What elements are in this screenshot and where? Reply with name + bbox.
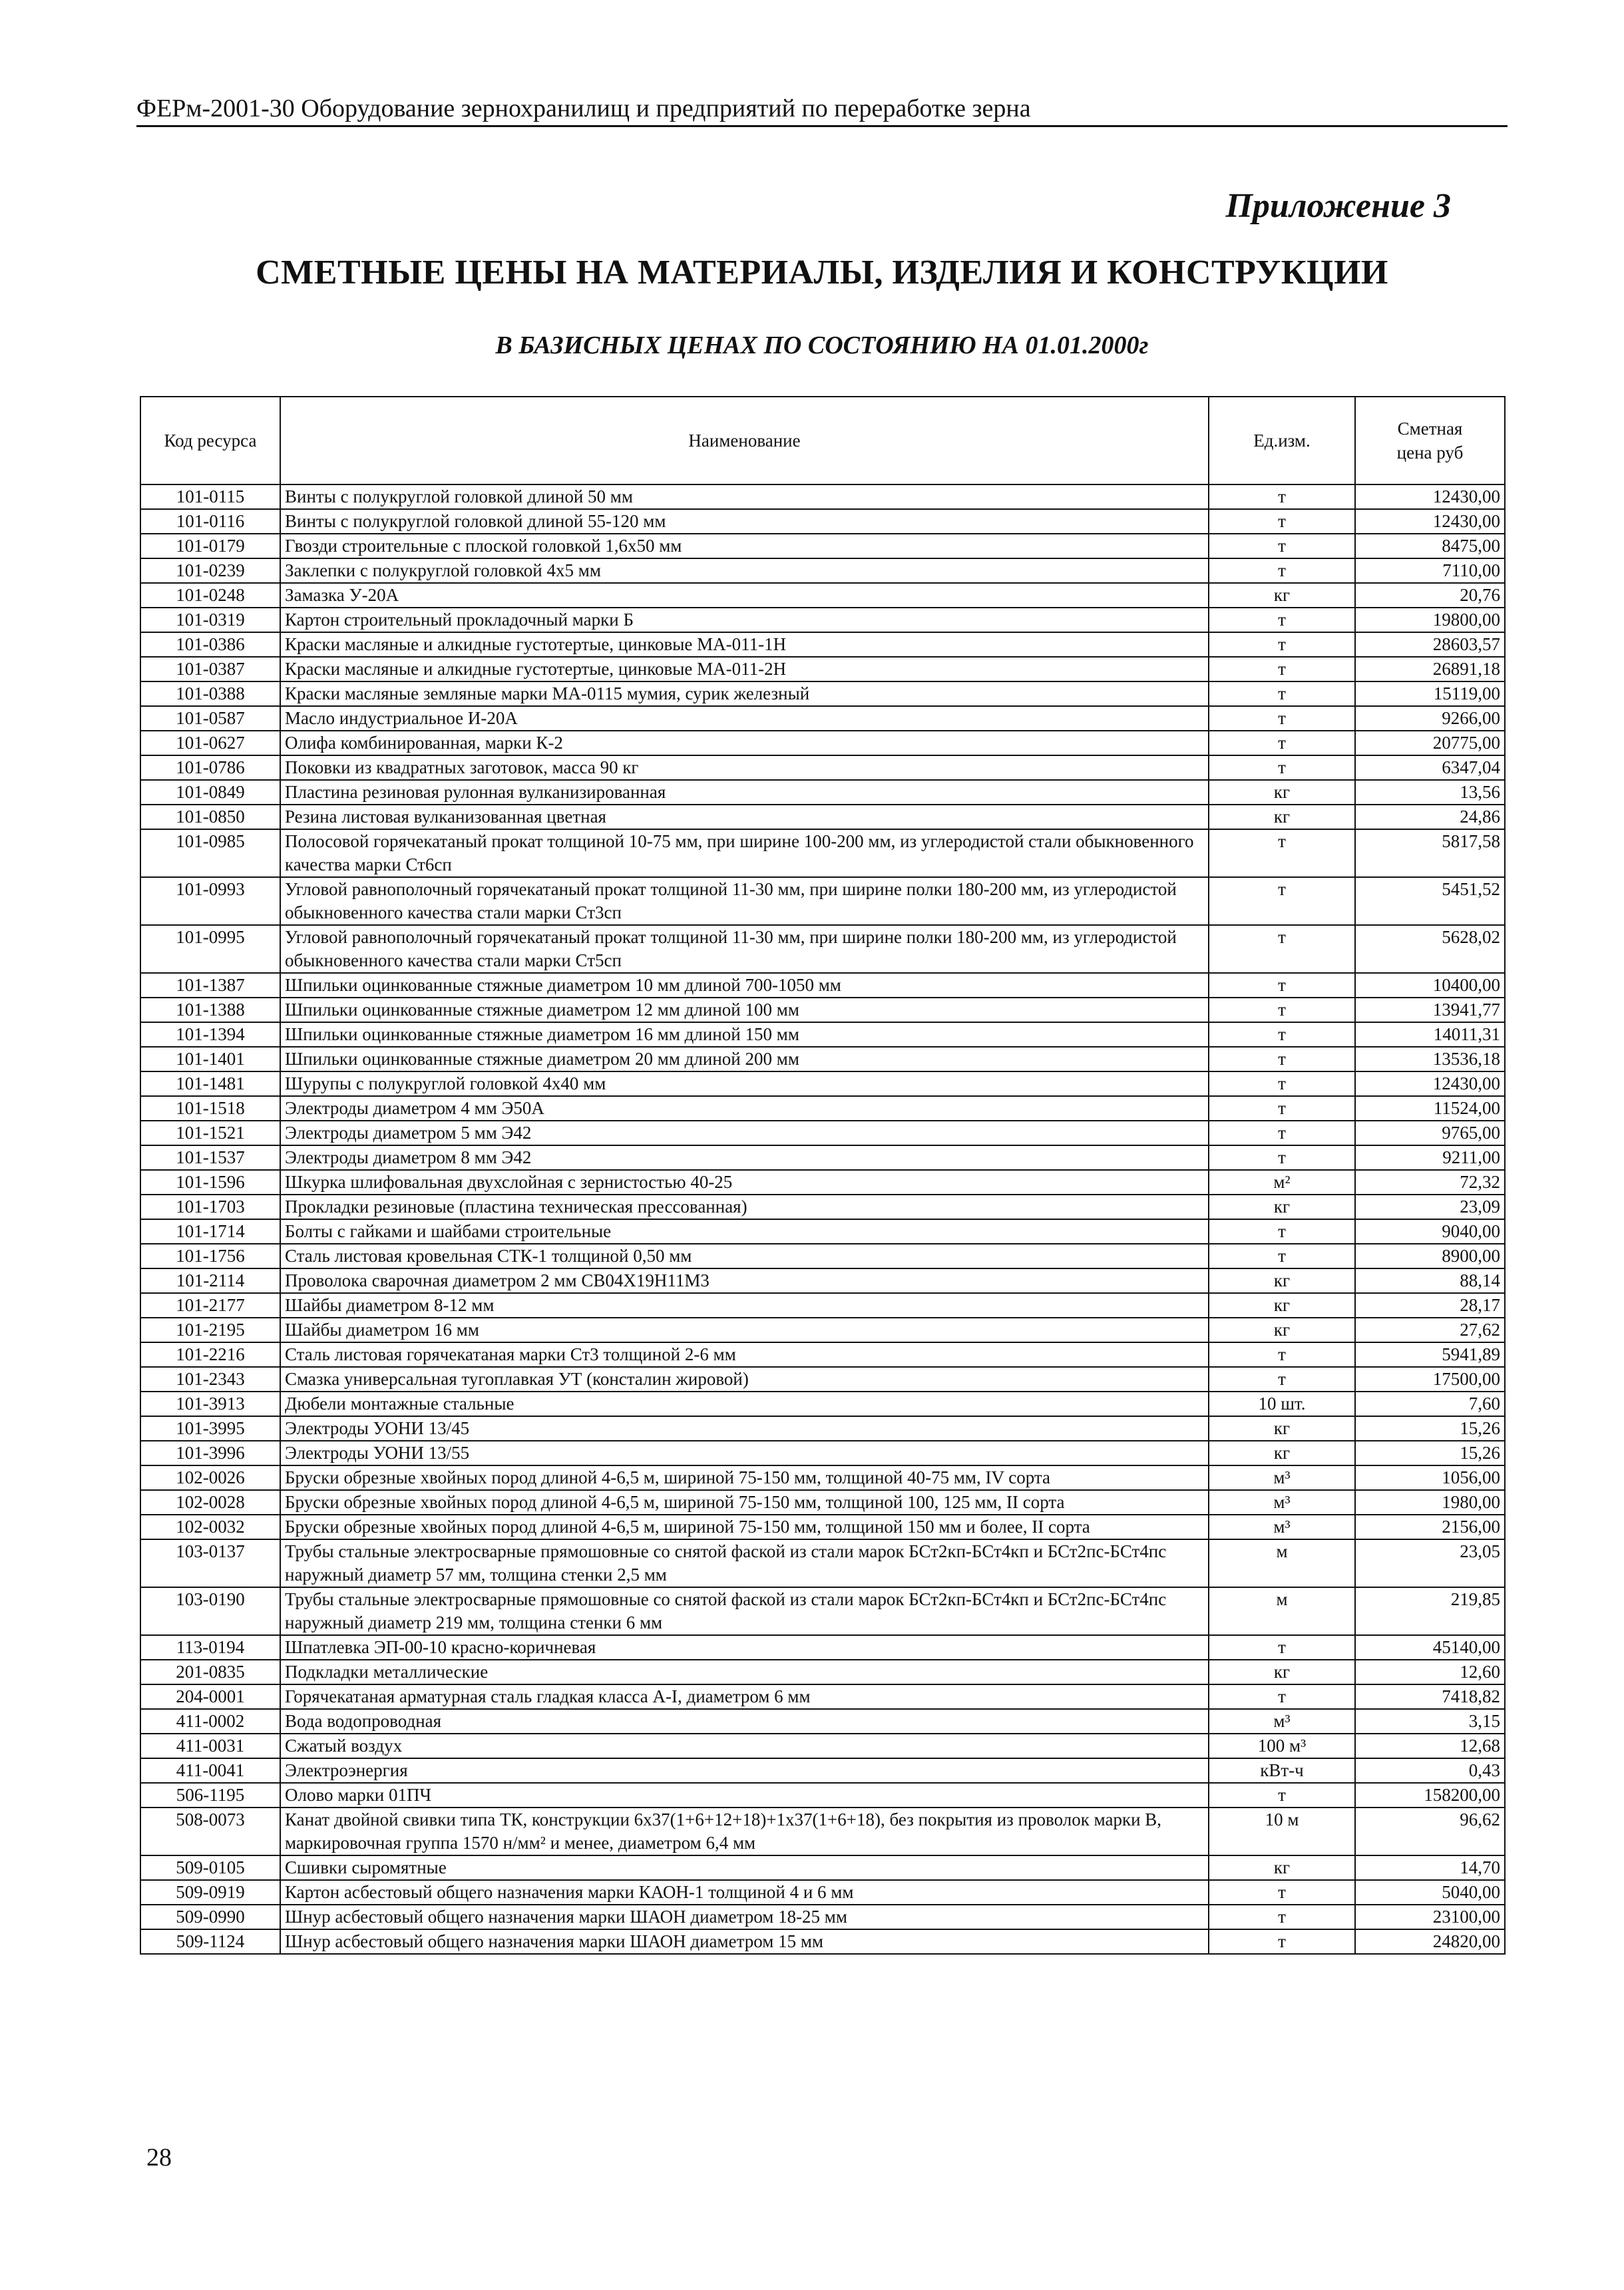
cell-unit: т [1209,681,1355,706]
cell-name: Проволока сварочная диаметром 2 мм СВ04Х19Н11М3 [280,1268,1209,1293]
cell-code: 101-1518 [140,1096,280,1121]
cell-name: Электроды диаметром 5 мм Э42 [280,1121,1209,1145]
cell-code: 101-0248 [140,583,280,608]
cell-unit: кг [1209,1195,1355,1219]
table-row [140,805,1505,829]
cell-code: 101-2114 [140,1268,280,1293]
cell-name: Горячекатаная арматурная сталь гладкая класса А-I, диаметром 6 мм [280,1684,1209,1709]
cell-code: 509-0919 [140,1880,280,1905]
cell-name: Краски масляные и алкидные густотертые, цинковые МА-011-2Н [280,657,1209,681]
table-row [140,1929,1505,1954]
cell-unit: кг [1209,780,1355,805]
cell-unit: кг [1209,1268,1355,1293]
cell-unit: т [1209,558,1355,583]
cell-name: Пластина резиновая рулонная вулканизированная [280,780,1209,805]
cell-unit: т [1209,534,1355,558]
cell-unit: кг [1209,1318,1355,1342]
cell-code: 101-0115 [140,484,280,509]
table-row [140,1783,1505,1808]
cell-unit: т [1209,1929,1355,1954]
cell-code: 103-0190 [140,1587,280,1635]
table-row [140,1905,1505,1929]
cell-code: 101-3995 [140,1416,280,1441]
cell-name: Болты с гайками и шайбами строительные [280,1219,1209,1244]
cell-code: 204-0001 [140,1684,280,1709]
cell-name: Трубы стальные электросварные прямошовные со снятой фаской из стали марок БСт2кп-БСт4кп и БСт2пс-БСт4пс наружный диаметр 57 мм, толщина стенки 2,5 мм [280,1539,1209,1587]
table-row [140,1441,1505,1465]
cell-price: 5040,00 [1355,1880,1505,1905]
cell-price: 17500,00 [1355,1367,1505,1392]
cell-code: 102-0032 [140,1515,280,1539]
table-row [140,632,1505,657]
cell-name: Шпильки оцинкованные стяжные диаметром 20 мм длиной 200 мм [280,1047,1209,1071]
price-header-text: Сметная цена руб [1396,419,1464,463]
cell-name: Краски масляные земляные марки МА-0115 мумия, сурик железный [280,681,1209,706]
cell-price: 12,68 [1355,1734,1505,1758]
cell-price: 20775,00 [1355,731,1505,755]
cell-price: 14,70 [1355,1855,1505,1880]
cell-unit: кВт-ч [1209,1758,1355,1783]
cell-name: Шайбы диаметром 16 мм [280,1318,1209,1342]
cell-unit: кг [1209,1416,1355,1441]
cell-price: 5628,02 [1355,925,1505,973]
cell-price: 96,62 [1355,1808,1505,1855]
cell-name: Замазка У-20А [280,583,1209,608]
cell-code: 411-0031 [140,1734,280,1758]
cell-unit: т [1209,1219,1355,1244]
table-row [140,706,1505,731]
cell-price: 15,26 [1355,1416,1505,1441]
cell-name: Шпильки оцинкованные стяжные диаметром 16 мм длиной 150 мм [280,1022,1209,1047]
cell-unit: т [1209,1783,1355,1808]
cell-code: 101-0995 [140,925,280,973]
cell-name: Шпатлевка ЭП-00-10 красно-коричневая [280,1635,1209,1660]
document-subtitle: В БАЗИСНЫХ ЦЕНАХ ПО СОСТОЯНИЮ НА 01.01.2000г [495,331,1149,359]
cell-price: 13536,18 [1355,1047,1505,1071]
cell-code: 101-1394 [140,1022,280,1047]
cell-unit: т [1209,657,1355,681]
cell-name: Резина листовая вулканизованная цветная [280,805,1209,829]
cell-unit: т [1209,1367,1355,1392]
cell-price: 1980,00 [1355,1490,1505,1515]
cell-unit: т [1209,877,1355,925]
cell-unit: м³ [1209,1465,1355,1490]
cell-unit: кг [1209,1855,1355,1880]
cell-unit: кг [1209,1441,1355,1465]
cell-code: 101-1703 [140,1195,280,1219]
running-header: ФЕРм-2001-30 Оборудование зернохранилищ и предприятий по переработке зерна [136,95,1031,122]
cell-price: 88,14 [1355,1268,1505,1293]
table-row [140,509,1505,534]
table-header-row [140,397,1505,484]
cell-price: 72,32 [1355,1170,1505,1195]
cell-name: Угловой равнополочный горячекатаный прокат толщиной 11-30 мм, при ширине полки 180-200 мм, из углеродистой обыкновенного качества стали марки Ст3сп [280,877,1209,925]
cell-price: 23,09 [1355,1195,1505,1219]
document-title: СМЕТНЫЕ ЦЕНЫ НА МАТЕРИАЛЫ, ИЗДЕЛИЯ И КОНСТРУКЦИИ [256,254,1388,291]
appendix-label: Приложение 3 [1225,187,1451,225]
cell-unit: т [1209,1635,1355,1660]
cell-name: Сшивки сыромятные [280,1855,1209,1880]
cell-price: 19800,00 [1355,608,1505,632]
table-row [140,1709,1505,1734]
cell-name: Подкладки металлические [280,1660,1209,1684]
table-row [140,1121,1505,1145]
table-row [140,1660,1505,1684]
table-row [140,1392,1505,1416]
cell-code: 101-0587 [140,706,280,731]
cell-name: Вода водопроводная [280,1709,1209,1734]
cell-code: 101-1388 [140,998,280,1022]
cell-unit: т [1209,608,1355,632]
cell-code: 101-3913 [140,1392,280,1416]
cell-unit: т [1209,1121,1355,1145]
cell-name: Бруски обрезные хвойных пород длиной 4-6,5 м, шириной 75-150 мм, толщиной 150 мм и более, II сорта [280,1515,1209,1539]
cell-price: 0,43 [1355,1758,1505,1783]
cell-price: 5451,52 [1355,877,1505,925]
cell-unit: т [1209,1244,1355,1268]
cell-price: 8900,00 [1355,1244,1505,1268]
table-row [140,1734,1505,1758]
cell-code: 411-0002 [140,1709,280,1734]
cell-unit: кг [1209,1660,1355,1684]
cell-code: 101-0985 [140,829,280,877]
table-row [140,1367,1505,1392]
cell-price: 10400,00 [1355,973,1505,998]
cell-unit: т [1209,1342,1355,1367]
cell-price: 26891,18 [1355,657,1505,681]
cell-unit: т [1209,509,1355,534]
table-row [140,877,1505,925]
table-row [140,1684,1505,1709]
cell-price: 5817,58 [1355,829,1505,877]
cell-price: 13,56 [1355,780,1505,805]
table-row [140,1145,1505,1170]
cell-name: Шпильки оцинкованные стяжные диаметром 12 мм длиной 100 мм [280,998,1209,1022]
table-row [140,1539,1505,1587]
cell-unit: т [1209,755,1355,780]
cell-price: 9040,00 [1355,1219,1505,1244]
cell-name: Электроэнергия [280,1758,1209,1783]
cell-unit: т [1209,973,1355,998]
cell-price: 8475,00 [1355,534,1505,558]
table-row [140,1587,1505,1635]
cell-code: 101-0786 [140,755,280,780]
cell-code: 101-0388 [140,681,280,706]
cell-code: 101-1521 [140,1121,280,1145]
cell-name: Сжатый воздух [280,1734,1209,1758]
cell-unit: 100 м³ [1209,1734,1355,1758]
table-row [140,1170,1505,1195]
table-row [140,1465,1505,1490]
cell-unit: т [1209,731,1355,755]
cell-code: 101-3996 [140,1441,280,1465]
price-table [140,396,1506,1955]
cell-price: 7,60 [1355,1392,1505,1416]
cell-unit: м³ [1209,1490,1355,1515]
table-row [140,1515,1505,1539]
cell-price: 15,26 [1355,1441,1505,1465]
cell-price: 45140,00 [1355,1635,1505,1660]
cell-unit: т [1209,998,1355,1022]
cell-code: 201-0835 [140,1660,280,1684]
cell-unit: т [1209,1684,1355,1709]
cell-unit: кг [1209,583,1355,608]
table-row [140,484,1505,509]
cell-price: 23,05 [1355,1539,1505,1587]
cell-code: 101-0386 [140,632,280,657]
table-row [140,1635,1505,1660]
cell-unit: т [1209,706,1355,731]
cell-price: 28603,57 [1355,632,1505,657]
table-row [140,1096,1505,1121]
table-row [140,681,1505,706]
cell-name: Шнур асбестовый общего назначения марки ШАОН диаметром 15 мм [280,1929,1209,1954]
table-row [140,1219,1505,1244]
cell-price: 15119,00 [1355,681,1505,706]
table-row [140,1808,1505,1855]
cell-price: 5941,89 [1355,1342,1505,1367]
cell-price: 7418,82 [1355,1684,1505,1709]
table-row [140,1758,1505,1783]
cell-unit: т [1209,1022,1355,1047]
cell-name: Шайбы диаметром 8-12 мм [280,1293,1209,1318]
cell-price: 3,15 [1355,1709,1505,1734]
cell-code: 101-2343 [140,1367,280,1392]
cell-name: Краски масляные и алкидные густотертые, цинковые МА-011-1Н [280,632,1209,657]
cell-name: Смазка универсальная тугоплавкая УТ (консталин жировой) [280,1367,1209,1392]
cell-name: Шурупы с полукруглой головкой 4х40 мм [280,1071,1209,1096]
cell-unit: м³ [1209,1515,1355,1539]
cell-price: 9211,00 [1355,1145,1505,1170]
cell-price: 2156,00 [1355,1515,1505,1539]
cell-name: Картон асбестовый общего назначения марки КАОН-1 толщиной 4 и 6 мм [280,1880,1209,1905]
table-row [140,780,1505,805]
cell-name: Шкурка шлифовальная двухслойная с зернистостью 40-25 [280,1170,1209,1195]
cell-name: Винты с полукруглой головкой длиной 50 мм [280,484,1209,509]
cell-price: 9266,00 [1355,706,1505,731]
cell-price: 11524,00 [1355,1096,1505,1121]
cell-name: Трубы стальные электросварные прямошовные со снятой фаской из стали марок БСт2кп-БСт4кп и БСт2пс-БСт4пс наружный диаметр 219 мм, толщина стенки 6 мм [280,1587,1209,1635]
table-row [140,829,1505,877]
cell-name: Шпильки оцинкованные стяжные диаметром 10 мм длиной 700-1050 мм [280,973,1209,998]
cell-name: Шнур асбестовый общего назначения марки ШАОН диаметром 18-25 мм [280,1905,1209,1929]
cell-price: 12430,00 [1355,1071,1505,1096]
cell-price: 6347,04 [1355,755,1505,780]
cell-unit: кг [1209,805,1355,829]
cell-name: Олово марки 01ПЧ [280,1783,1209,1808]
cell-name: Прокладки резиновые (пластина техническая прессованная) [280,1195,1209,1219]
cell-unit: т [1209,632,1355,657]
cell-name: Сталь листовая горячекатаная марки Ст3 толщиной 2-6 мм [280,1342,1209,1367]
cell-code: 101-2177 [140,1293,280,1318]
cell-code: 101-1481 [140,1071,280,1096]
cell-code: 101-2195 [140,1318,280,1342]
cell-price: 13941,77 [1355,998,1505,1022]
cell-unit: 10 шт. [1209,1392,1355,1416]
table-row [140,1195,1505,1219]
table-row [140,1880,1505,1905]
cell-unit: м³ [1209,1709,1355,1734]
table-row [140,925,1505,973]
cell-name: Картон строительный прокладочный марки Б [280,608,1209,632]
cell-price: 1056,00 [1355,1465,1505,1490]
table-row [140,973,1505,998]
cell-unit: 10 м [1209,1808,1355,1855]
cell-name: Электроды УОНИ 13/45 [280,1416,1209,1441]
cell-unit: кг [1209,1293,1355,1318]
cell-price: 9765,00 [1355,1121,1505,1145]
table-row [140,1318,1505,1342]
cell-price: 14011,31 [1355,1022,1505,1047]
cell-unit: т [1209,925,1355,973]
cell-price: 24,86 [1355,805,1505,829]
cell-price: 7110,00 [1355,558,1505,583]
cell-unit: т [1209,1880,1355,1905]
table-row [140,1244,1505,1268]
cell-code: 509-0105 [140,1855,280,1880]
cell-price: 12430,00 [1355,484,1505,509]
cell-code: 101-1714 [140,1219,280,1244]
table-body [140,484,1505,1954]
cell-price: 24820,00 [1355,1929,1505,1954]
cell-name: Заклепки с полукруглой головкой 4х5 мм [280,558,1209,583]
cell-name: Канат двойной свивки типа ТК, конструкции 6х37(1+6+12+18)+1х37(1+6+18), без покрытия из проволок марки В, маркировочная группа 1570 н/мм² и менее, диаметром 6,4 мм [280,1808,1209,1855]
cell-unit: т [1209,1096,1355,1121]
cell-code: 102-0026 [140,1465,280,1490]
cell-price: 158200,00 [1355,1783,1505,1808]
cell-unit: т [1209,829,1355,877]
cell-name: Гвозди строительные с плоской головкой 1,6х50 мм [280,534,1209,558]
cell-price: 12,60 [1355,1660,1505,1684]
cell-unit: м [1209,1587,1355,1635]
cell-code: 101-1401 [140,1047,280,1071]
cell-code: 509-0990 [140,1905,280,1929]
cell-code: 101-0993 [140,877,280,925]
table-row [140,1022,1505,1047]
cell-name: Электроды диаметром 8 мм Э42 [280,1145,1209,1170]
cell-name: Винты с полукруглой головкой длиной 55-120 мм [280,509,1209,534]
column-header-code: Код ресурса [140,397,280,484]
page-number: 28 [146,2144,172,2172]
table-row [140,1416,1505,1441]
cell-name: Олифа комбинированная, марки К-2 [280,731,1209,755]
cell-code: 102-0028 [140,1490,280,1515]
cell-name: Бруски обрезные хвойных пород длиной 4-6,5 м, шириной 75-150 мм, толщиной 100, 125 мм, II сорта [280,1490,1209,1515]
table-row [140,657,1505,681]
cell-code: 101-0627 [140,731,280,755]
cell-name: Электроды диаметром 4 мм Э50А [280,1096,1209,1121]
table-row [140,1293,1505,1318]
cell-code: 101-0239 [140,558,280,583]
table-row [140,558,1505,583]
table-row [140,534,1505,558]
cell-code: 113-0194 [140,1635,280,1660]
cell-code: 101-0179 [140,534,280,558]
table-row [140,1490,1505,1515]
cell-price: 27,62 [1355,1318,1505,1342]
table-row [140,1342,1505,1367]
cell-unit: м [1209,1539,1355,1587]
cell-code: 103-0137 [140,1539,280,1587]
cell-code: 101-2216 [140,1342,280,1367]
cell-name: Электроды УОНИ 13/55 [280,1441,1209,1465]
cell-code: 506-1195 [140,1783,280,1808]
cell-name: Поковки из квадратных заготовок, масса 90 кг [280,755,1209,780]
cell-unit: т [1209,1047,1355,1071]
cell-name: Полосовой горячекатаный прокат толщиной 10-75 мм, при ширине 100-200 мм, из углеродистой стали обыкновенного качества марки Ст6сп [280,829,1209,877]
column-header-unit: Ед.изм. [1209,397,1355,484]
table-row [140,1071,1505,1096]
cell-name: Масло индустриальное И-20А [280,706,1209,731]
cell-price: 20,76 [1355,583,1505,608]
table-row [140,755,1505,780]
cell-name: Бруски обрезные хвойных пород длиной 4-6,5 м, шириной 75-150 мм, толщиной 40-75 мм, IV сорта [280,1465,1209,1490]
cell-unit: т [1209,1905,1355,1929]
cell-code: 101-0319 [140,608,280,632]
cell-code: 411-0041 [140,1758,280,1783]
cell-code: 101-1387 [140,973,280,998]
cell-price: 12430,00 [1355,509,1505,534]
cell-code: 101-0387 [140,657,280,681]
cell-name: Сталь листовая кровельная СТК-1 толщиной 0,50 мм [280,1244,1209,1268]
cell-code: 101-1756 [140,1244,280,1268]
cell-unit: т [1209,1145,1355,1170]
cell-code: 101-1537 [140,1145,280,1170]
cell-code: 509-1124 [140,1929,280,1954]
table-row [140,998,1505,1022]
cell-price: 28,17 [1355,1293,1505,1318]
table-row [140,1268,1505,1293]
cell-code: 101-0849 [140,780,280,805]
header-rule [136,125,1508,127]
cell-code: 101-0116 [140,509,280,534]
cell-code: 508-0073 [140,1808,280,1855]
table-row [140,1855,1505,1880]
table-row [140,731,1505,755]
column-header-name: Наименование [280,397,1209,484]
column-header-price [1355,397,1505,484]
cell-price: 23100,00 [1355,1905,1505,1929]
table-row [140,1047,1505,1071]
cell-unit: м² [1209,1170,1355,1195]
table-row [140,608,1505,632]
cell-unit: т [1209,484,1355,509]
cell-name: Угловой равнополочный горячекатаный прокат толщиной 11-30 мм, при ширине полки 180-200 мм, из углеродистой обыкновенного качества стали марки Ст5сп [280,925,1209,973]
cell-code: 101-0850 [140,805,280,829]
cell-code: 101-1596 [140,1170,280,1195]
table-row [140,583,1505,608]
cell-name: Дюбели монтажные стальные [280,1392,1209,1416]
cell-unit: т [1209,1071,1355,1096]
cell-price: 219,85 [1355,1587,1505,1635]
